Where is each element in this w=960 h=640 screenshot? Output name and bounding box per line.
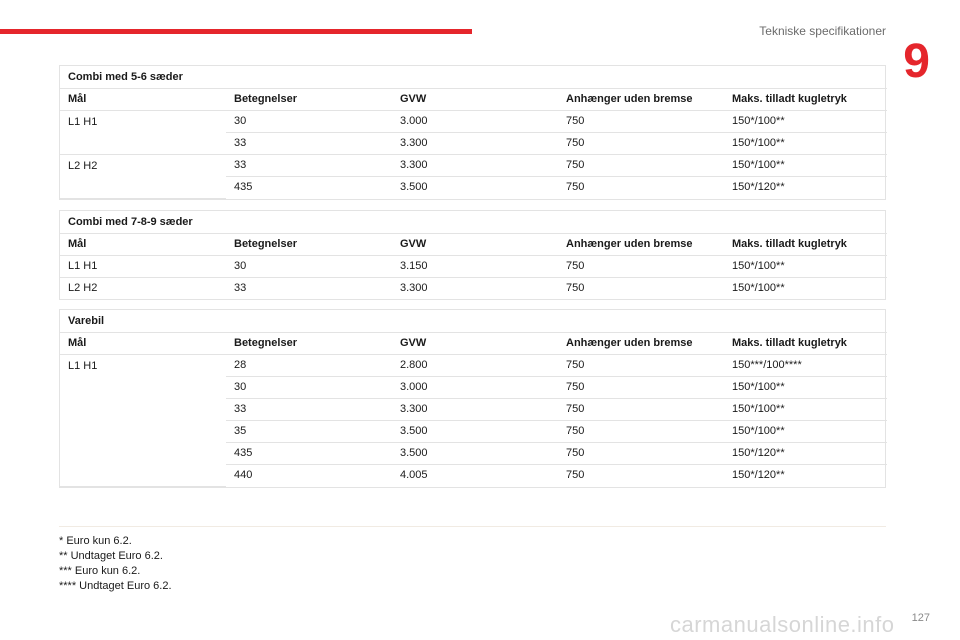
column-header: Betegnelser xyxy=(226,88,392,110)
spec-table-varebil xyxy=(59,309,886,488)
table-header-row xyxy=(60,332,887,354)
footnote: *** Euro kun 6.2. xyxy=(59,565,141,577)
table-cell: 750 xyxy=(558,398,724,420)
table-cell: 750 xyxy=(558,110,724,132)
table-cell: 30 xyxy=(226,376,392,398)
table-cell: 150*/120** xyxy=(732,181,785,194)
table-cell: 150*/100** xyxy=(724,398,887,420)
table-row xyxy=(60,110,887,132)
table-cell: 750 xyxy=(566,282,585,295)
table-cell: 28 xyxy=(226,354,392,376)
table-cell: 3.150 xyxy=(392,255,558,277)
table-cell: 150*/120** xyxy=(732,469,785,482)
table-cell: 3.500 xyxy=(392,420,558,442)
column-header: Maks. tilladt kugletryk xyxy=(724,332,887,354)
table-cell: 4.005 xyxy=(400,469,428,482)
footnote-divider xyxy=(59,526,886,527)
footnotes xyxy=(59,534,172,594)
column-header: Mål xyxy=(60,88,226,110)
table-cell: 3.500 xyxy=(400,181,428,194)
table-title: Varebil xyxy=(60,310,887,332)
table-cell: 150*/100** xyxy=(724,110,887,132)
table-cell: 750 xyxy=(558,132,724,154)
table-cell: 750 xyxy=(558,154,724,176)
header-accent-bar xyxy=(0,29,472,34)
table-cell: 35 xyxy=(226,420,392,442)
table-cell: 750 xyxy=(558,442,724,464)
size-cell: L2 H2 xyxy=(60,154,226,198)
table-row xyxy=(60,354,887,376)
table-cell: 33 xyxy=(226,132,392,154)
column-header: Mål xyxy=(60,233,226,255)
footnote: * Euro kun 6.2. xyxy=(59,535,132,547)
table-cell: 750 xyxy=(558,376,724,398)
table-cell: 150*/120** xyxy=(724,442,887,464)
table-cell: 2.800 xyxy=(392,354,558,376)
table-title: Combi med 5-6 sæder xyxy=(60,66,887,88)
size-cell: L1 H1 xyxy=(60,255,226,277)
table-cell: 33 xyxy=(226,154,392,176)
column-header: Mål xyxy=(60,332,226,354)
column-header: Maks. tilladt kugletryk xyxy=(724,233,887,255)
table-cell: 435 xyxy=(234,181,253,194)
table-cell: 3.500 xyxy=(392,442,558,464)
table-cell: 30 xyxy=(226,110,392,132)
table-cell: 435 xyxy=(226,442,392,464)
table-cell: 3.300 xyxy=(392,154,558,176)
table-row xyxy=(60,255,887,277)
table-cell: 150***/100**** xyxy=(724,354,887,376)
size-cell: L1 H1 xyxy=(60,354,226,486)
table-row xyxy=(60,277,887,299)
column-header: Maks. tilladt kugletryk xyxy=(724,88,887,110)
table-cell: 30 xyxy=(226,255,392,277)
table-cell: 440 xyxy=(234,469,253,482)
table-cell: 3.300 xyxy=(392,398,558,420)
page-header-title: Tekniske specifikationer xyxy=(759,24,886,38)
spec-table-combi-5-6 xyxy=(59,65,886,200)
column-header: GVW xyxy=(392,233,558,255)
table-cell: 150*/100** xyxy=(724,154,887,176)
column-header: GVW xyxy=(392,88,558,110)
table-cell: 150*/100** xyxy=(724,132,887,154)
page-number: 127 xyxy=(911,612,930,624)
chapter-number: 9 xyxy=(903,35,930,88)
watermark: carmanualsonline.info xyxy=(670,612,895,637)
table-cell: 150*/100** xyxy=(724,376,887,398)
column-header: Betegnelser xyxy=(226,233,392,255)
table-header-row xyxy=(60,233,887,255)
size-cell: L2 H2 xyxy=(68,282,98,295)
table-cell: 150*/100** xyxy=(732,282,785,295)
table-cell: 750 xyxy=(566,181,585,194)
table-cell: 750 xyxy=(558,255,724,277)
table-header-row xyxy=(60,88,887,110)
column-header: Betegnelser xyxy=(226,332,392,354)
size-cell: L1 H1 xyxy=(60,110,226,154)
column-header: Anhænger uden bremse xyxy=(558,332,724,354)
table-cell: 3.000 xyxy=(392,376,558,398)
column-header: Anhænger uden bremse xyxy=(558,233,724,255)
table-cell: 3.300 xyxy=(392,132,558,154)
table-cell: 750 xyxy=(558,420,724,442)
table-cell: 150*/100** xyxy=(724,420,887,442)
table-cell: 33 xyxy=(226,398,392,420)
table-cell: 150*/100** xyxy=(724,255,887,277)
table-title: Combi med 7-8-9 sæder xyxy=(60,211,887,233)
footnote: ** Undtaget Euro 6.2. xyxy=(59,550,163,562)
column-header: GVW xyxy=(392,332,558,354)
table-cell: 33 xyxy=(234,282,247,295)
table-cell: 3.000 xyxy=(392,110,558,132)
column-header: Anhænger uden bremse xyxy=(558,88,724,110)
footnote: **** Undtaget Euro 6.2. xyxy=(59,580,172,592)
table-cell: 750 xyxy=(558,354,724,376)
table-row xyxy=(60,154,887,176)
table-cell: 750 xyxy=(566,469,585,482)
spec-table-combi-7-8-9 xyxy=(59,210,886,300)
table-cell: 3.300 xyxy=(400,282,428,295)
